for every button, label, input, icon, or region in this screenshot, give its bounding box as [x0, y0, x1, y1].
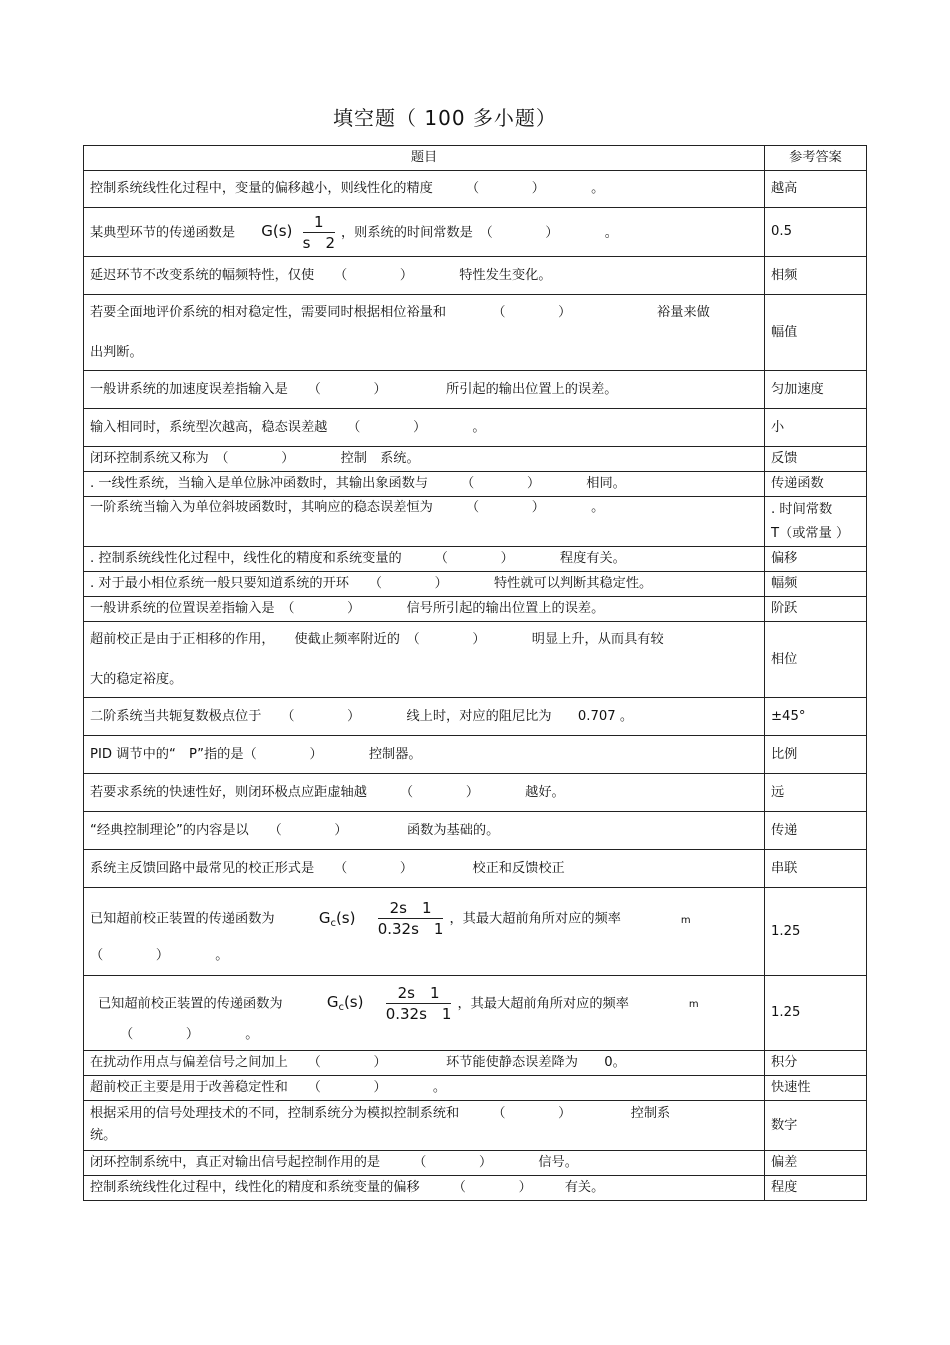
question-text: 延迟环节不改变系统的幅频特性，仅使 （ ） 特性发生变化。 [90, 267, 552, 283]
table-row [84, 409, 867, 447]
table-row [84, 774, 867, 812]
answer-cell: 偏移 [765, 547, 867, 572]
question-text: 超前校正主要是用于改善稳定性和 （ ） 。 [90, 1080, 447, 1095]
table-row [84, 257, 867, 295]
question-cell [84, 547, 765, 572]
answer-cell: 数字 [765, 1101, 867, 1151]
answer-cell: 阶跃 [765, 597, 867, 622]
question-text: 在扰动作用点与偏差信号之间加上 （ ） 环节能使静态误差降为 0。 [90, 1055, 626, 1070]
question-cell [84, 774, 765, 812]
table-row [84, 472, 867, 497]
answer-cell: 相频 [765, 257, 867, 295]
transfer-function-arg: (s) [335, 908, 356, 927]
table-row [84, 208, 867, 257]
question-text: 若要全面地评价系统的相对稳定性，需要同时根据相位裕量和 （ ） 裕量来做 [90, 304, 710, 320]
question-text-line2: （ ） 。 [90, 948, 229, 963]
answer-cell: 传递函数 [765, 472, 867, 497]
table-row [84, 1101, 867, 1151]
table-row [84, 736, 867, 774]
table-row [84, 622, 867, 698]
question-cell [84, 472, 765, 497]
question-text: . 一线性系统，当输入是单位脉冲函数时，其输出象函数与 （ ） 相同。 [90, 476, 626, 491]
question-text: 闭环控制系统又称为 （ ） 控制 系统。 [90, 451, 420, 466]
fraction-denominator: s 2 [302, 233, 335, 252]
fraction-denominator: 0.32s 1 [377, 920, 444, 938]
question-cell [84, 597, 765, 622]
transfer-function-symbol [319, 909, 356, 927]
transfer-function-fraction [303, 212, 335, 253]
question-text-line2: 出判断。 [90, 344, 143, 360]
transfer-function-fraction [386, 983, 452, 1024]
answer-cell: 幅频 [765, 572, 867, 597]
fraction-denominator: 0.32s 1 [385, 1004, 452, 1023]
table-row [84, 447, 867, 472]
question-text: 控制系统线性化过程中，变量的偏移越小，则线性化的精度 （ ） 。 [90, 181, 605, 196]
answer-cell: 传递 [765, 812, 867, 850]
question-text: 超前校正是由于正相移的作用， 使截止频率附近的 （ ） 明显上升，从而具有较 [90, 631, 664, 647]
question-text: 二阶系统当共轭复数极点位于 （ ） 线上时，对应的阻尼比为 0.707 。 [90, 708, 634, 724]
question-text-line2: 统。 [90, 1128, 117, 1143]
question-cell [84, 257, 765, 295]
question-text-tail: ，其最大超前角所对应的频率 [449, 911, 621, 927]
question-text: 一般讲系统的加速度误差指输入是 （ ） 所引起的输出位置上的误差。 [90, 381, 618, 397]
answer-cell: 积分 [765, 1051, 867, 1076]
question-text: 控制系统线性化过程中，线性化的精度和系统变量的偏移 （ ） 有关。 [90, 1180, 605, 1195]
answer-cell: 匀加速度 [765, 371, 867, 409]
question-table [83, 145, 867, 1201]
table-row [84, 1051, 867, 1076]
table-row [84, 1151, 867, 1176]
answer-cell: 越高 [765, 171, 867, 208]
table-row [84, 976, 867, 1051]
question-text: 根据采用的信号处理技术的不同，控制系统分为模拟控制系统和 （ ） 控制系 [90, 1106, 671, 1121]
question-cell [84, 812, 765, 850]
transfer-function-G: G [326, 993, 339, 1011]
question-text-line2: 大的稳定裕度。 [90, 671, 183, 687]
fraction-numerator: 1 [303, 212, 335, 233]
omega-subscript: m [688, 999, 699, 1010]
question-cell [84, 622, 765, 698]
answer-cell: ±45° [765, 698, 867, 736]
question-cell [84, 1076, 765, 1101]
answer-cell: 串联 [765, 850, 867, 888]
answer-cell: 1.25 [765, 888, 867, 976]
table-row [84, 888, 867, 976]
answer-cell: 小 [765, 409, 867, 447]
question-text: . 控制系统线性化过程中，线性化的精度和系统变量的 （ ） 程度有关。 [90, 551, 626, 566]
question-text-tail: ，其最大超前角所对应的频率 [457, 996, 629, 1011]
answer-cell [765, 497, 867, 547]
question-text: 闭环控制系统中，真正对输出信号起控制作用的是 （ ） 信号。 [90, 1155, 578, 1170]
table-header-row [84, 146, 867, 171]
answer-cell: 反馈 [765, 447, 867, 472]
question-cell [84, 1176, 765, 1201]
transfer-function-subscript: c [338, 1002, 344, 1013]
transfer-function-arg: (s) [343, 993, 364, 1011]
question-text-line2: （ ） 。 [120, 1026, 259, 1042]
question-cell [84, 850, 765, 888]
question-cell [84, 976, 765, 1051]
question-cell [84, 171, 765, 208]
question-cell [84, 572, 765, 597]
transfer-function-subscript: c [330, 917, 336, 929]
question-cell [84, 295, 765, 371]
answer-cell: 偏差 [765, 1151, 867, 1176]
question-column-header: 题目 [84, 146, 765, 171]
page-title: 填空题（ 100 多小题） [333, 106, 557, 130]
question-text: “经典控制理论”的内容是以 （ ） 函数为基础的。 [90, 822, 500, 838]
answer-text-line2: T（或常量 ） [771, 525, 850, 541]
question-cell [84, 208, 765, 257]
transfer-function-G: G [318, 908, 331, 927]
question-text: 若要求系统的快速性好，则闭环极点应距虚轴越 （ ） 越好。 [90, 784, 565, 800]
answer-cell: 快速性 [765, 1076, 867, 1101]
question-text: 一般讲系统的位置误差指输入是 （ ） 信号所引起的输出位置上的误差。 [90, 601, 605, 616]
fraction-numerator: 2s 1 [386, 983, 452, 1004]
transfer-function-fraction [378, 898, 444, 939]
answer-cell: 远 [765, 774, 867, 812]
table-row [84, 497, 867, 547]
table-row [84, 597, 867, 622]
question-cell [84, 497, 765, 547]
question-cell [84, 698, 765, 736]
question-text: PID 调节中的“ P”指的是（ ） 控制器。 [90, 746, 422, 762]
question-cell [84, 371, 765, 409]
table-row [84, 1076, 867, 1101]
answer-cell: 1.25 [765, 976, 867, 1051]
question-text: 已知超前校正装置的传递函数为 [90, 911, 275, 927]
table-row [84, 371, 867, 409]
table-row [84, 295, 867, 371]
omega-subscript: m [680, 914, 691, 926]
answer-column-header: 参考答案 [765, 146, 867, 171]
question-text: 一阶系统当输入为单位斜坡函数时，其响应的稳态误差恒为 （ ） 。 [90, 500, 605, 515]
answer-cell: 相位 [765, 622, 867, 698]
table-row [84, 171, 867, 208]
question-cell [84, 1151, 765, 1176]
table-row [84, 812, 867, 850]
table-row [84, 547, 867, 572]
table-row [84, 1176, 867, 1201]
question-cell [84, 888, 765, 976]
transfer-function-symbol [327, 993, 364, 1011]
answer-text: . 时间常数 [771, 501, 833, 517]
question-text: 某典型环节的传递函数是 [90, 225, 236, 240]
table-row [84, 698, 867, 736]
question-text: 系统主反馈回路中最常见的校正形式是 （ ） 校正和反馈校正 [90, 860, 565, 876]
question-text: 输入相同时，系统型次越高，稳态误差越 （ ） 。 [90, 419, 486, 435]
answer-cell: 比例 [765, 736, 867, 774]
fraction-numerator: 2s 1 [378, 898, 444, 919]
table-row [84, 850, 867, 888]
question-text: 已知超前校正装置的传递函数为 [98, 996, 283, 1011]
question-cell [84, 736, 765, 774]
question-cell [84, 409, 765, 447]
question-cell [84, 1051, 765, 1076]
question-cell [84, 1101, 765, 1151]
answer-cell: 幅值 [765, 295, 867, 371]
question-text-tail: ，则系统的时间常数是 （ ） 。 [340, 225, 618, 240]
question-cell [84, 447, 765, 472]
question-text: . 对于最小相位系统一般只要知道系统的开环 （ ） 特性就可以判断其稳定性。 [90, 576, 653, 591]
answer-cell: 0.5 [765, 208, 867, 257]
transfer-function-symbol: G(s) [261, 222, 293, 240]
answer-cell: 程度 [765, 1176, 867, 1201]
table-row [84, 572, 867, 597]
